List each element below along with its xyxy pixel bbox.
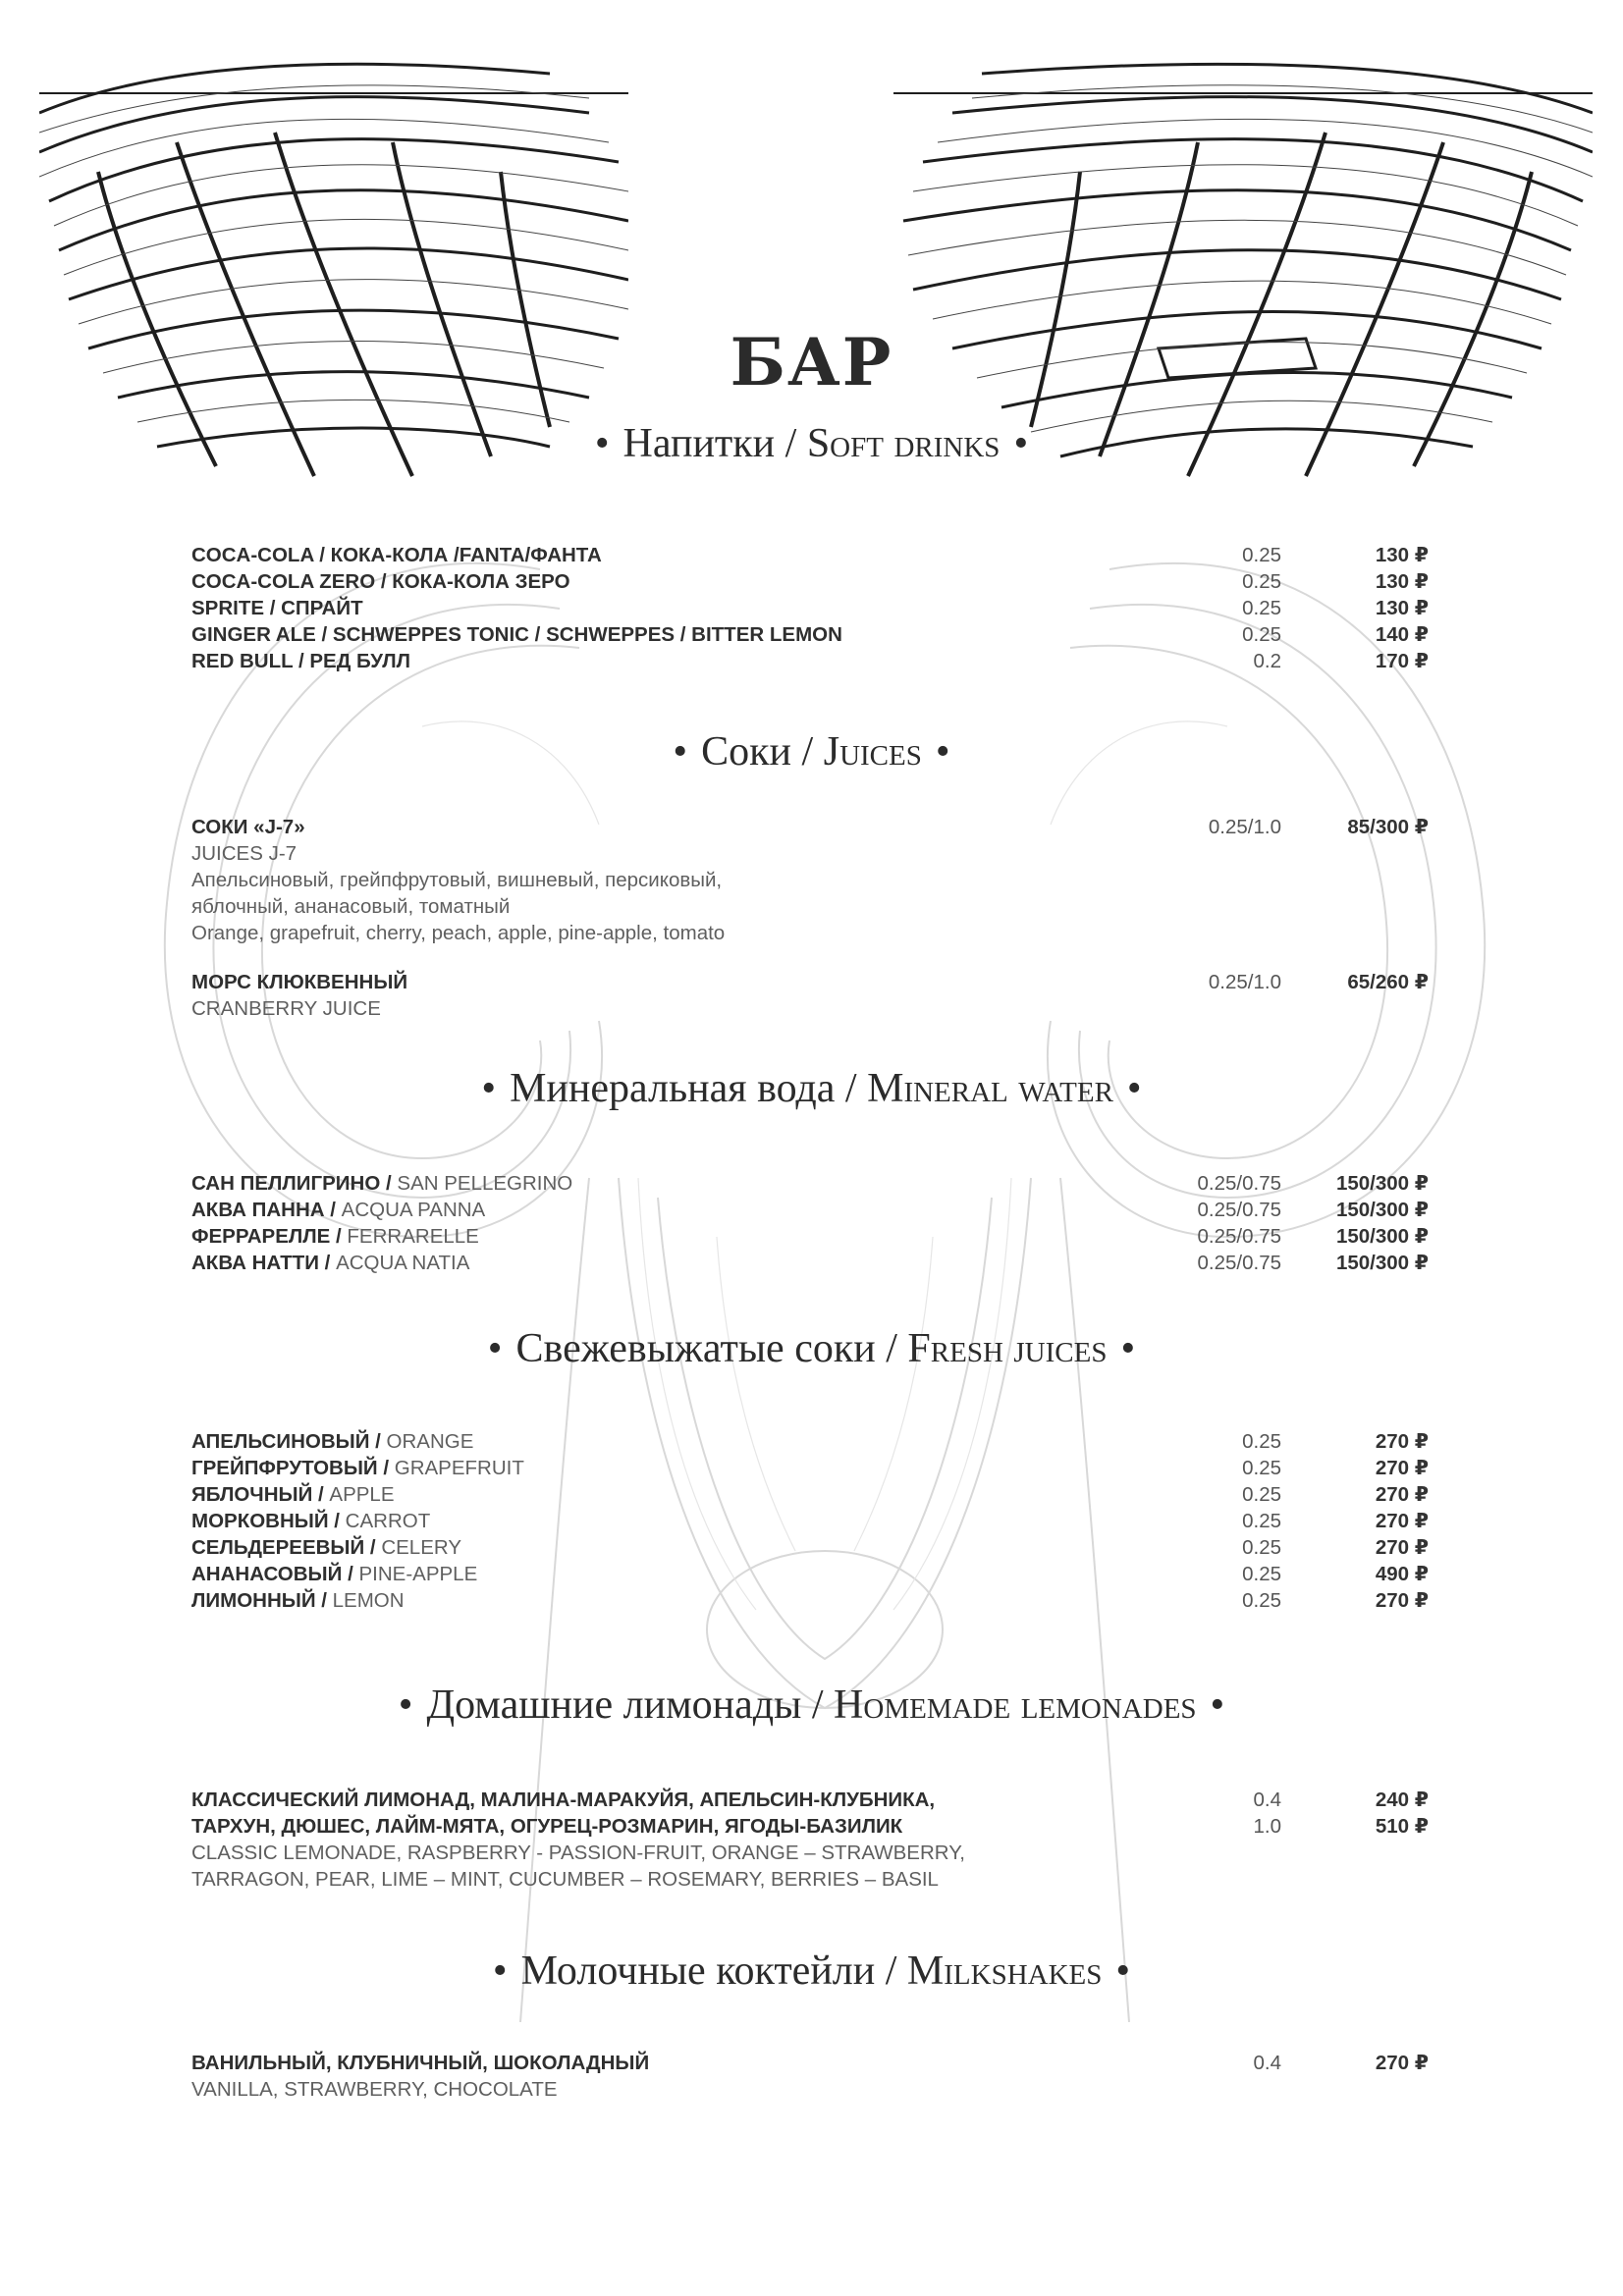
menu-item-description: яблочный, ананасовый, томатный [191, 895, 511, 918]
menu-item-description: Orange, grapefruit, cherry, peach, apple, pine-apple, tomato [191, 922, 726, 944]
menu-item: МОРС КЛЮКВЕННЫЙ 0.25/1.0 65/260 ₽ [191, 971, 1429, 993]
menu-item: ЛИМОННЫЙ / LEMON 0.25 270 ₽ [191, 1589, 1429, 1612]
menu-item: COCA-COLA / КОКА-КОЛА /FANTA/ФАНТА 0.25 130 ₽ [191, 544, 1429, 566]
menu-item: АПЕЛЬСИНОВЫЙ / ORANGE 0.25 270 ₽ [191, 1430, 1429, 1453]
menu-item: СОКИ «J-7» 0.25/1.0 85/300 ₽ [191, 816, 1429, 838]
section-heading-milkshakes: • Молочные коктейли / Milkshakes • [492, 1949, 1131, 1994]
menu-item: МОРКОВНЫЙ / CARROT 0.25 270 ₽ [191, 1510, 1429, 1532]
menu-item-description: Апельсиновый, грейпфрутовый, вишневый, персиковый, [191, 869, 723, 891]
menu-item-description: JUICES J-7 [191, 842, 298, 865]
menu-item: SPRITE / СПРАЙТ 0.25 130 ₽ [191, 597, 1429, 619]
menu-item: КЛАССИЧЕСКИЙ ЛИМОНАД, МАЛИНА-МАРАКУЙЯ, АПЕЛЬСИН-КЛУБНИКА, 0.4 240 ₽ [191, 1789, 1429, 1811]
section-heading-juices: • Соки / Juices • [673, 729, 950, 774]
menu-item: АКВА ПАННА / ACQUA PANNA 0.25/0.75 150/300 ₽ [191, 1199, 1429, 1221]
menu-item: RED BULL / РЕД БУЛЛ 0.2 170 ₽ [191, 650, 1429, 672]
menu-item: ЯБЛОЧНЫЙ / APPLE 0.25 270 ₽ [191, 1483, 1429, 1506]
menu-item: ВАНИЛЬНЫЙ, КЛУБНИЧНЫЙ, ШОКОЛАДНЫЙ 0.4 270 ₽ [191, 2052, 1429, 2074]
section-heading-mineral-water: • Минеральная вода / Mineral water • [481, 1066, 1142, 1111]
section-heading-fresh-juices: • Свежевыжатые соки / Fresh juices • [487, 1326, 1136, 1371]
menu-item: ГРЕЙПФРУТОВЫЙ / GRAPEFRUIT 0.25 270 ₽ [191, 1457, 1429, 1479]
menu-item: GINGER ALE / SCHWEPPES TONIC / SCHWEPPES / BITTER LEMON 0.25 140 ₽ [191, 623, 1429, 646]
menu-item: САН ПЕЛЛИГРИНО / SAN PELLEGRINO 0.25/0.75 150/300 ₽ [191, 1172, 1429, 1195]
page-title: БАР [730, 324, 893, 400]
menu-item: СЕЛЬДЕРЕЕВЫЙ / CELERY 0.25 270 ₽ [191, 1536, 1429, 1559]
menu-item: COCA-COLA ZERO / КОКА-КОЛА ЗЕРО 0.25 130 ₽ [191, 570, 1429, 593]
menu-item: ТАРХУН, ДЮШЕС, ЛАЙМ-МЯТА, ОГУРЕЦ-РОЗМАРИН, ЯГОДЫ-БАЗИЛИК 1.0 510 ₽ [191, 1815, 1429, 1838]
menu-item-description: CLASSIC LEMONADE, RASPBERRY - PASSION-FRUIT, ORANGE – STRAWBERRY, [191, 1842, 965, 1864]
menu-item: АНАНАСОВЫЙ / PINE-APPLE 0.25 490 ₽ [191, 1563, 1429, 1585]
menu-item-description: TARRAGON, PEAR, LIME – MINT, CUCUMBER – ROSEMARY, BERRIES – BASIL [191, 1868, 939, 1891]
menu-item-description: VANILLA, STRAWBERRY, CHOCOLATE [191, 2078, 558, 2101]
menu-item: ФЕРРАРЕЛЛЕ / FERRARELLE 0.25/0.75 150/300 ₽ [191, 1225, 1429, 1248]
menu-item-description: CRANBERRY JUICE [191, 997, 381, 1020]
menu-item: АКВА НАТТИ / ACQUA NATIA 0.25/0.75 150/300 ₽ [191, 1252, 1429, 1274]
section-heading-homemade-lemonades: • Домашние лимонады / Homemade lemonades • [398, 1682, 1225, 1728]
section-heading-soft-drinks: • Напитки / Soft drinks • [594, 421, 1029, 466]
